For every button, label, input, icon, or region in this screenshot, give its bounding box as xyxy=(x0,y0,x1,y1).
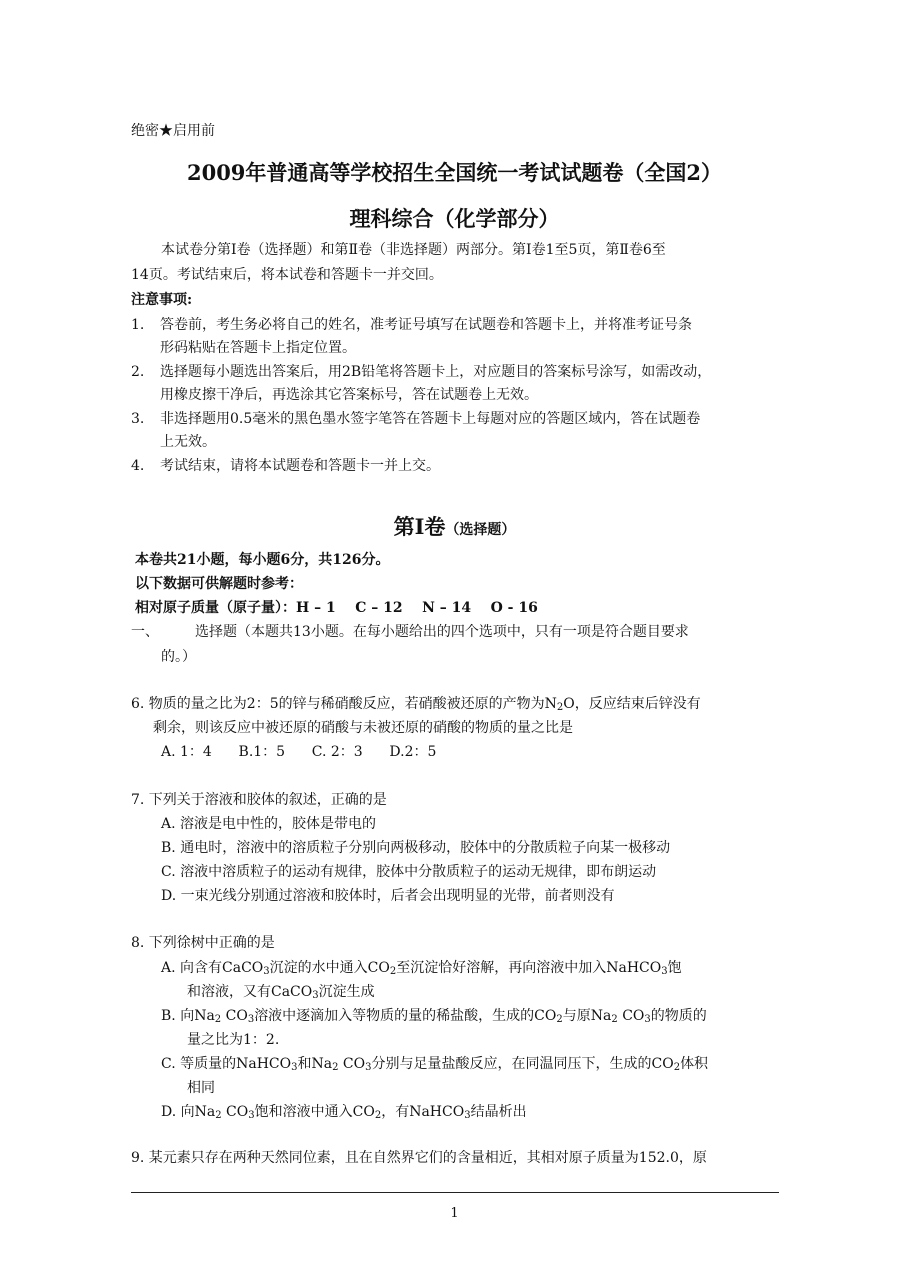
q8b-sub: 3 xyxy=(247,1014,255,1025)
q8a2-sub: 3 xyxy=(312,990,319,1001)
section-1-title-note: （选择题） xyxy=(445,522,516,538)
exam-subtitle: 理科综合（化学部分） xyxy=(349,206,560,231)
section-1-heading xyxy=(0,511,909,541)
notice-item-1-num: 1. xyxy=(131,317,145,333)
q8d-seg: 饱和溶液中通入CO xyxy=(254,1104,375,1120)
question-6-stem-line-1 xyxy=(131,694,701,714)
q8c-sub: 3 xyxy=(291,1062,298,1073)
q8c-seg: CO xyxy=(338,1056,366,1072)
q8c-sub: 2 xyxy=(673,1062,681,1073)
notice-item-4-num: 4. xyxy=(131,458,145,474)
question-8-option-c-line-1 xyxy=(161,1054,708,1074)
q8a-seg: A. 向含有CaCO xyxy=(161,960,264,976)
q8b-seg: 的物质的 xyxy=(650,1008,707,1024)
page-number: 1 xyxy=(450,1206,459,1221)
q8b-seg: 溶液中逐滴加入等物质的量的稀盐酸，生成的CO xyxy=(254,1008,557,1024)
footer-divider xyxy=(131,1192,779,1193)
q8a2-seg: 沉淀生成 xyxy=(318,984,375,1000)
question-7-option-c: C. 溶液中溶质粒子的运动有规律，胶体中分散质粒子的运动无规律，即布朗运动 xyxy=(161,864,657,880)
intro-line-2: 14页。考试结束后，将本试卷和答题卡一并交回。 xyxy=(131,267,443,283)
q8b-seg: 与原Na xyxy=(562,1008,612,1024)
section-1-info-2: 以下数据可供解题时参考： xyxy=(135,576,303,592)
q8a-sub: 2 xyxy=(389,966,397,977)
question-8-stem: 8. 下列徐树中正确的是 xyxy=(131,935,275,951)
q6-subscript: 2 xyxy=(556,702,564,713)
part-number: 一、 xyxy=(131,624,159,640)
notice-item-2-line-2: 用橡皮擦干净后，再选涂其它答案标号，答在试题卷上无效。 xyxy=(160,387,538,403)
q8d-sub: 2 xyxy=(374,1110,382,1121)
question-7-stem: 7. 下列关于溶液和胶体的叙述，正确的是 xyxy=(131,792,387,808)
question-8-option-a-line-2 xyxy=(187,982,375,1002)
question-7-option-a: A. 溶液是电中性的，胶体是带电的 xyxy=(161,816,377,832)
question-7-option-d: D. 一束光线分别通过溶液和胶体时，后者会出现明显的光带，前者则没有 xyxy=(161,888,615,904)
q8d-seg: D. 向Na xyxy=(161,1104,216,1120)
atomic-mass-reference: 相对原子质量（原子量）：H – 1 C – 12 N – 14 O - 16 xyxy=(135,600,538,616)
q8d-seg: ，有NaHCO xyxy=(381,1104,465,1120)
q8a-seg: 饱 xyxy=(667,960,682,976)
notice-item-3-num: 3. xyxy=(131,411,145,427)
q8c-seg: 体积 xyxy=(680,1056,709,1072)
q8c-seg: 分别与足量盐酸反应，在同温同压下，生成的CO xyxy=(371,1056,674,1072)
q8a-sub: 3 xyxy=(263,966,270,977)
notice-item-2-num: 2. xyxy=(131,364,145,380)
question-6-stem-line-2: 剩余，则该反应中被还原的硝酸与未被还原的硝酸的物质的量之比是 xyxy=(153,720,573,736)
part-instruction-line-1: 选择题（本题共13小题。在每小题给出的四个选项中，只有一项是符合题目要求 xyxy=(195,624,689,640)
confidential-label: 绝密★启用前 xyxy=(131,123,215,139)
question-8-option-b-line-2: 量之比为1：2. xyxy=(187,1032,280,1048)
question-7-option-b: B. 通电时，溶液中的溶质粒子分别向两极移动，胶体中的分散质粒子向某一极移动 xyxy=(161,840,671,856)
q8b-sub: 2 xyxy=(214,1014,222,1025)
q6-text-b: O，反应结束后锌没有 xyxy=(563,696,701,712)
question-6-options: A. 1：4 B.1：5 C. 2：3 D.2：5 xyxy=(161,744,437,760)
notice-item-1-line-1: 答卷前，考生务必将自己的姓名，准考证号填写在试题卷和答题卡上，并将准考证号条 xyxy=(160,317,692,333)
q8b-sub: 2 xyxy=(611,1014,618,1025)
question-9-stem-line-1: 9. 某元素只存在两种天然同位素，且在自然界它们的含量相近，其相对原子质量为152.0，原 xyxy=(131,1150,707,1166)
question-8-option-d-line-1 xyxy=(161,1102,527,1122)
intro-line-1: 本试卷分第Ⅰ卷（选择题）和第Ⅱ卷（非选择题）两部分。第Ⅰ卷1至5页，第Ⅱ卷6至 xyxy=(161,242,666,258)
notice-item-3-line-1: 非选择题用0.5毫米的黑色墨水签字笔答在答题卡上每题对应的答题区域内，答在试题卷 xyxy=(160,411,701,427)
question-8-option-b-line-1 xyxy=(161,1006,707,1026)
notice-item-1-line-2: 形码粘贴在答题卡上指定位置。 xyxy=(160,340,356,356)
q8c-sub: 2 xyxy=(332,1062,339,1073)
section-1-title: 第Ⅰ卷 xyxy=(393,514,446,539)
q8c-seg: C. 等质量的NaHCO xyxy=(161,1056,292,1072)
q8b-seg: CO xyxy=(221,1008,248,1024)
q8b-seg: CO xyxy=(617,1008,645,1024)
notice-item-2-line-1: 选择题每小题选出答案后，用2B铅笔将答题卡上，对应题目的答案标号涂写，如需改动， xyxy=(160,364,712,380)
q6-text-a: 6. 物质的量之比为2：5的锌与稀硝酸反应，若硝酸被还原的产物为N xyxy=(131,696,557,712)
notice-heading: 注意事项: xyxy=(131,292,193,308)
notice-item-3-line-2: 上无效。 xyxy=(160,434,216,450)
notice-item-4-line-1: 考试结束，请将本试题卷和答题卡一并上交。 xyxy=(160,458,440,474)
question-8-option-c-line-2: 相同 xyxy=(187,1080,215,1096)
q8b-sub: 2 xyxy=(556,1014,563,1025)
part-instruction-line-2: 的。） xyxy=(161,649,196,665)
q8a-sub: 3 xyxy=(661,966,668,977)
q8c-sub: 3 xyxy=(365,1062,372,1073)
exam-title: 2009年普通高等学校招生全国统一考试试题卷（全国2） xyxy=(186,160,723,185)
q8a-seg: 沉淀的水中通入CO xyxy=(269,960,390,976)
q8c-seg: 和Na xyxy=(297,1056,333,1072)
q8a-seg: 至沉淀恰好溶解，再向溶液中加入NaHCO xyxy=(396,960,662,976)
q8d-sub: 3 xyxy=(248,1110,255,1121)
q8d-seg: 结晶析出 xyxy=(470,1104,527,1120)
q8a2-seg: 和溶液，又有CaCO xyxy=(187,984,313,1000)
q8d-seg: CO xyxy=(221,1104,249,1120)
question-8-option-a-line-1 xyxy=(161,958,682,978)
q8b-seg: B. 向Na xyxy=(161,1008,215,1024)
q8d-sub: 2 xyxy=(215,1110,222,1121)
q8d-sub: 3 xyxy=(464,1110,471,1121)
q8b-sub: 3 xyxy=(644,1014,651,1025)
section-1-info-1: 本卷共21小题，每小题6分，共126分。 xyxy=(135,552,390,568)
